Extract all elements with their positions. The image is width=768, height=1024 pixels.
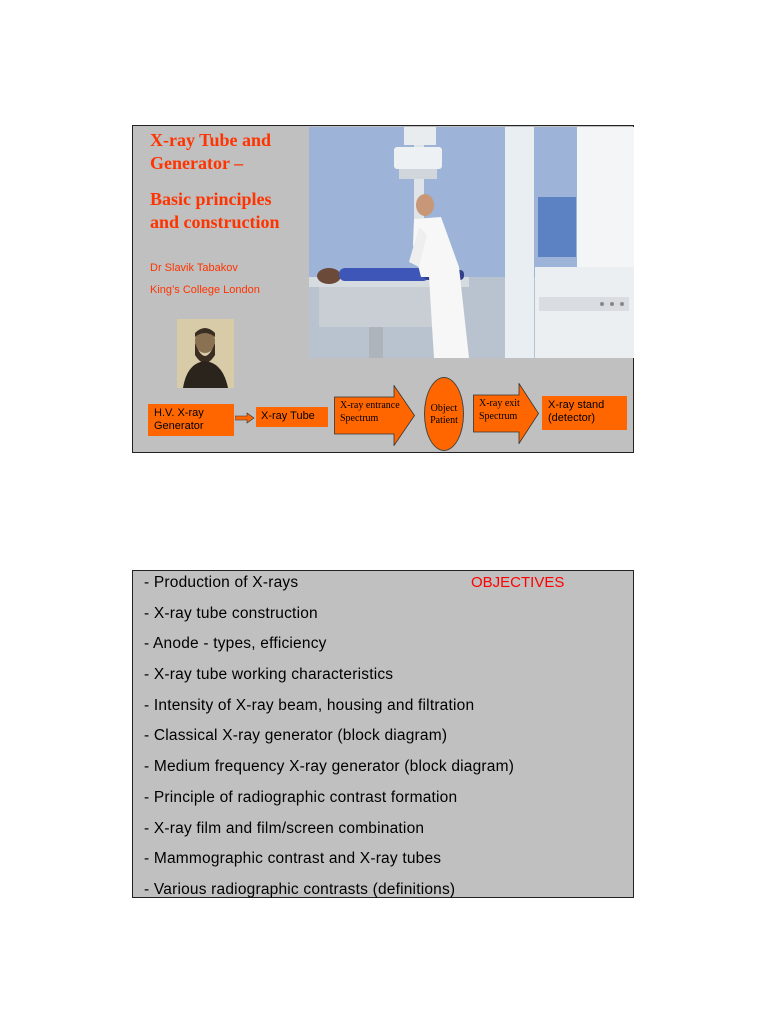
xray-stand-line-1: X-ray stand (548, 399, 605, 411)
xray-stand-line-2: (detector) (548, 412, 596, 424)
exit-spectrum-line-1: X-ray exit (479, 398, 520, 409)
small-arrow-icon (235, 412, 255, 424)
title-line-3: Basic principles (150, 189, 272, 209)
object-patient-line-1: Object (430, 403, 458, 414)
list-item: - Various radiographic contrasts (definitions) (144, 880, 456, 898)
list-item: - X-ray tube working characteristics (144, 666, 394, 684)
xray-stand-box (542, 396, 627, 430)
exit-spectrum-line-2: Spectrum (479, 411, 518, 422)
author-institution: King’s College London (150, 284, 260, 296)
slide-objectives (132, 570, 634, 898)
objectives-list (144, 572, 514, 910)
list-item: - X-ray film and film/screen combination (144, 819, 425, 837)
hv-generator-box (148, 404, 234, 436)
hv-generator-line-1: H.V. X-ray (154, 407, 204, 419)
xray-room-photo (309, 127, 634, 358)
xray-tube-box: X-ray Tube (256, 407, 328, 427)
list-item: - Principle of radiographic contrast formation (144, 788, 458, 806)
author-name: Dr Slavik Tabakov (150, 262, 238, 274)
hv-generator-line-2: Generator (154, 420, 204, 432)
slide-title (132, 125, 634, 453)
list-item: - X-ray tube construction (144, 604, 318, 622)
list-item: - Anode - types, efficiency (144, 635, 327, 653)
title-line-2: Generator – (150, 153, 244, 173)
object-patient-line-2: Patient (430, 415, 458, 426)
list-item: - Mammographic contrast and X-ray tubes (144, 850, 442, 868)
list-item: - Medium frequency X-ray generator (block diagram) (144, 758, 515, 776)
entrance-spectrum-line-2: Spectrum (340, 413, 379, 424)
list-item: - Production of X-rays (144, 574, 299, 591)
slide-title-heading (150, 129, 320, 234)
list-item: - Classical X-ray generator (block diagram) (144, 727, 448, 745)
title-line-4: and construction (150, 212, 280, 232)
roentgen-portrait (177, 319, 234, 388)
entrance-spectrum-line-1: X-ray entrance (340, 400, 400, 411)
list-item: - Intensity of X-ray beam, housing and filtration (144, 696, 475, 714)
objectives-heading: OBJECTIVES (471, 574, 565, 591)
title-line-1: X-ray Tube and (150, 130, 272, 150)
